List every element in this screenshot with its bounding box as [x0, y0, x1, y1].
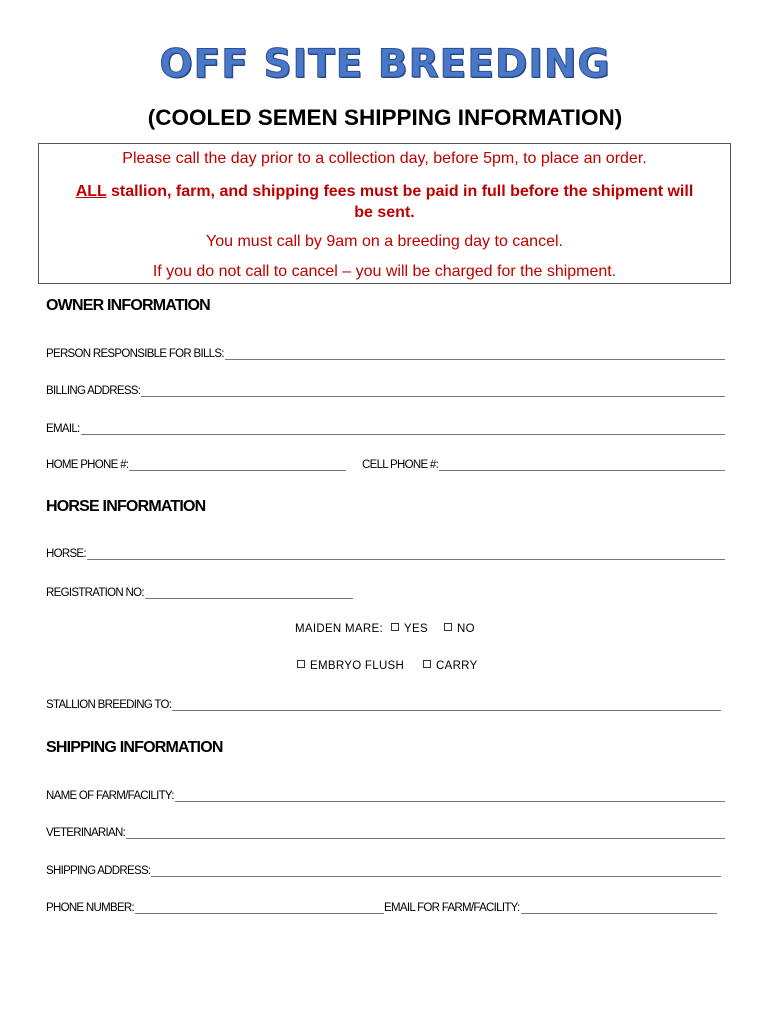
stallion-breeding-label: STALLION BREEDING TO:	[46, 699, 172, 711]
email-field[interactable]	[46, 423, 725, 435]
facility-email-label: EMAIL FOR FARM/FACILITY:	[384, 902, 520, 914]
shipping-address-field[interactable]	[46, 865, 721, 877]
person-responsible-line[interactable]	[225, 348, 725, 360]
cell-phone-field[interactable]	[362, 459, 725, 471]
notice-box	[38, 143, 731, 284]
veterinarian-line[interactable]	[126, 827, 725, 839]
notice-line-3: You must call by 9am on a breeding day to cancel.	[206, 233, 563, 250]
notice-line-1: Please call the day prior to a collection day, before 5pm, to place an order.	[122, 150, 647, 167]
horse-label: HORSE:	[46, 548, 86, 560]
notice-emphasis: ALL	[75, 183, 107, 200]
yes-label: YES	[404, 623, 428, 635]
phone-number-field[interactable]	[46, 902, 384, 914]
carry-label: CARRY	[436, 660, 478, 672]
registration-field[interactable]	[46, 587, 353, 599]
facility-email-field[interactable]	[384, 902, 717, 914]
shipping-address-line[interactable]	[151, 865, 721, 877]
carry-option[interactable]	[423, 660, 478, 672]
farm-facility-label: NAME OF FARM/FACILITY:	[46, 790, 174, 802]
shipping-heading: SHIPPING INFORMATION	[46, 739, 223, 756]
person-responsible-field[interactable]	[46, 348, 725, 360]
veterinarian-label: VETERINARIAN:	[46, 827, 126, 839]
veterinarian-field[interactable]	[46, 827, 725, 839]
billing-address-field[interactable]	[46, 385, 725, 397]
person-responsible-label: PERSON RESPONSIBLE FOR BILLS:	[46, 348, 224, 360]
billing-address-label: BILLING ADDRESS:	[46, 385, 141, 397]
stallion-breeding-line[interactable]	[172, 699, 721, 711]
maiden-mare-label: MAIDEN MARE:	[295, 623, 383, 635]
embryo-flush-checkbox[interactable]	[297, 660, 305, 668]
notice-line-2-text: stallion, farm, and shipping fees must be paid in full before the shipment will be sent.	[106, 183, 694, 221]
home-phone-line[interactable]	[129, 459, 346, 471]
registration-label: REGISTRATION NO:	[46, 587, 144, 599]
carry-checkbox[interactable]	[423, 660, 431, 668]
facility-email-line[interactable]	[521, 902, 718, 914]
embryo-flush-label: EMBRYO FLUSH	[310, 660, 405, 672]
page-title: OFF SITE BREEDING	[159, 42, 611, 87]
cell-phone-label: CELL PHONE #:	[362, 459, 439, 471]
horse-field[interactable]	[46, 548, 725, 560]
phone-number-line[interactable]	[135, 902, 384, 914]
billing-address-line[interactable]	[141, 385, 725, 397]
maiden-yes-option[interactable]	[391, 623, 428, 635]
stallion-breeding-field[interactable]	[46, 699, 721, 711]
phone-number-label: PHONE NUMBER:	[46, 902, 135, 914]
notice-line-4: If you do not call to cancel – you will be charged for the shipment.	[152, 263, 617, 280]
horse-line[interactable]	[87, 548, 725, 560]
farm-facility-line[interactable]	[175, 790, 725, 802]
no-label: NO	[457, 623, 475, 635]
home-phone-label: HOME PHONE #:	[46, 459, 129, 471]
email-label: EMAIL:	[46, 423, 80, 435]
page-subtitle: (COOLED SEMEN SHIPPING INFORMATION)	[147, 105, 623, 130]
home-phone-field[interactable]	[46, 459, 346, 471]
farm-facility-field[interactable]	[46, 790, 725, 802]
owner-heading: OWNER INFORMATION	[46, 297, 210, 314]
email-line[interactable]	[81, 423, 725, 435]
cell-phone-line[interactable]	[439, 459, 725, 471]
no-checkbox[interactable]	[444, 623, 452, 631]
registration-line[interactable]	[145, 587, 353, 599]
notice-line-2	[69, 181, 700, 223]
maiden-no-option[interactable]	[444, 623, 475, 635]
shipping-address-label: SHIPPING ADDRESS:	[46, 865, 151, 877]
embryo-flush-option[interactable]	[297, 660, 404, 672]
horse-heading: HORSE INFORMATION	[46, 498, 206, 515]
yes-checkbox[interactable]	[391, 623, 399, 631]
